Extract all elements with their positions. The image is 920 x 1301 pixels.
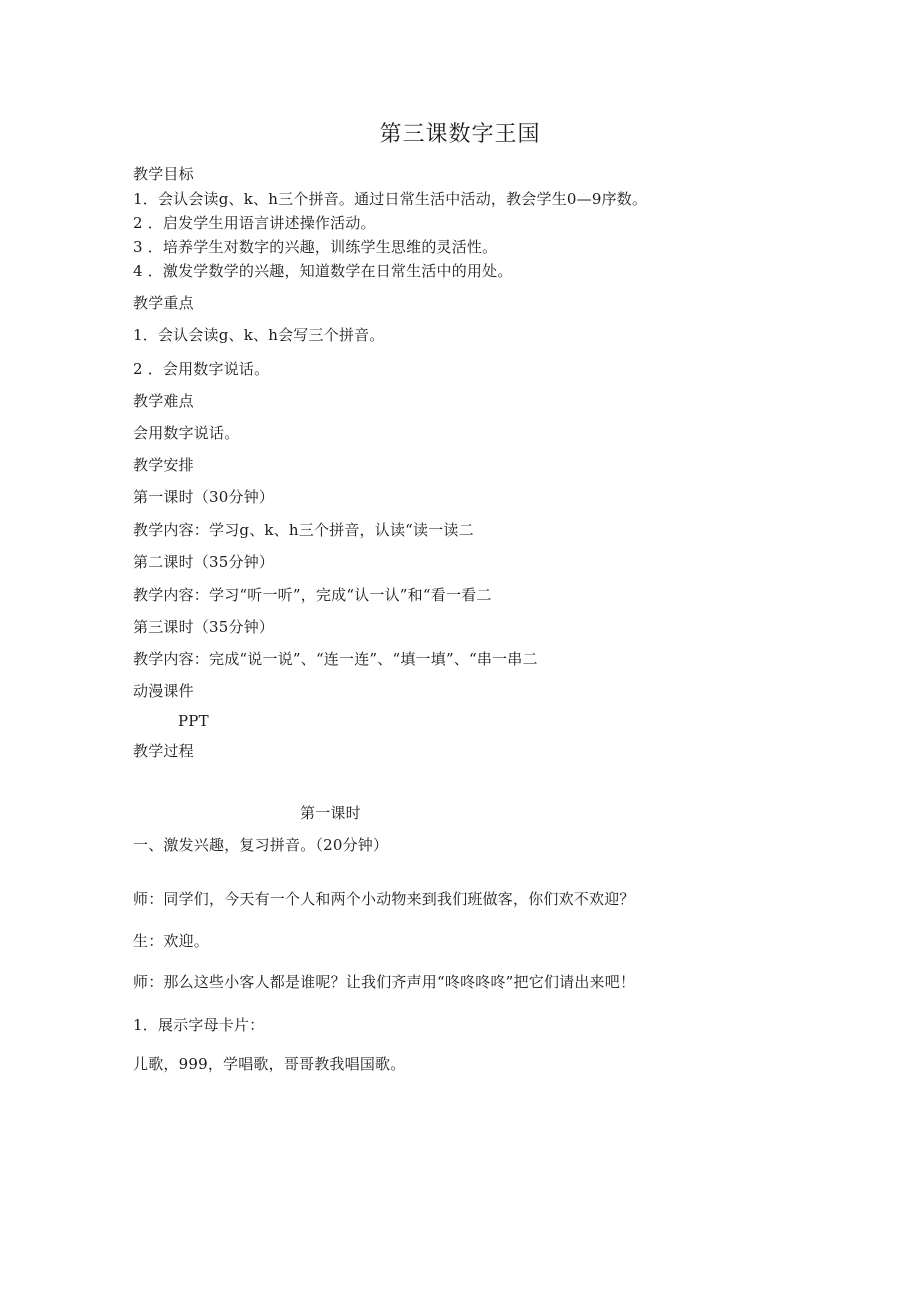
courseware-heading: 动漫课件 <box>133 682 194 700</box>
dialogue-line-2: 生：欢迎。 <box>133 932 210 950</box>
schedule-session-3: 第三课时（35分钟） <box>133 618 275 636</box>
objective-item-2: 2 ．启发学生用语言讲述操作活动。 <box>133 214 376 232</box>
objective-item-1: 1．会认会读g、k、h三个拼音。通过日常生活中活动，教会学生0—9序数。 <box>133 190 648 208</box>
objectives-heading: 教学目标 <box>133 165 194 183</box>
schedule-heading: 教学安排 <box>133 456 194 474</box>
key-point-item-1: 1．会认会读g、k、h会写三个拼音。 <box>133 326 385 344</box>
schedule-session-1: 第一课时（30分钟） <box>133 488 275 506</box>
difficulty-text: 会用数字说话。 <box>133 424 240 442</box>
objective-item-3: 3 ．培养学生对数字的兴趣，训练学生思维的灵活性。 <box>133 238 498 256</box>
dialogue-line-3: 师：那么这些小客人都是谁呢？让我们齐声用“咚咚咚咚”把它们请出来吧！ <box>133 973 636 991</box>
lesson-one-heading: 第一课时 <box>300 804 361 822</box>
document-title: 第三课数字王国 <box>379 122 541 147</box>
difficulty-heading: 教学难点 <box>133 392 194 410</box>
schedule-session-2: 第二课时（35分钟） <box>133 553 275 571</box>
section-one-heading: 一、激发兴趣，复习拼音。（20分钟） <box>133 836 389 854</box>
schedule-content-3: 教学内容：完成“说一说”、“连一连”、“填一填”、“串一串二 <box>133 650 538 668</box>
key-points-heading: 教学重点 <box>133 294 194 312</box>
step-one-text: 1．展示字母卡片： <box>133 1016 265 1034</box>
key-point-item-2: 2 ．会用数字说话。 <box>133 360 270 378</box>
courseware-value: PPT <box>178 712 209 730</box>
dialogue-line-1: 师：同学们，今天有一个人和两个小动物来到我们班做客，你们欢不欢迎？ <box>133 890 635 908</box>
schedule-content-1: 教学内容：学习g、k、h三个拼音，认读“读一读二 <box>133 521 474 539</box>
song-text: 儿歌，999，学唱歌，哥哥教我唱国歌。 <box>133 1055 406 1073</box>
objective-item-4: 4 ．激发学数学的兴趣，知道数学在日常生活中的用处。 <box>133 262 513 280</box>
schedule-content-2: 教学内容：学习“听一听”，完成“认一认”和“看一看二 <box>133 586 492 604</box>
process-heading: 教学过程 <box>133 742 194 760</box>
